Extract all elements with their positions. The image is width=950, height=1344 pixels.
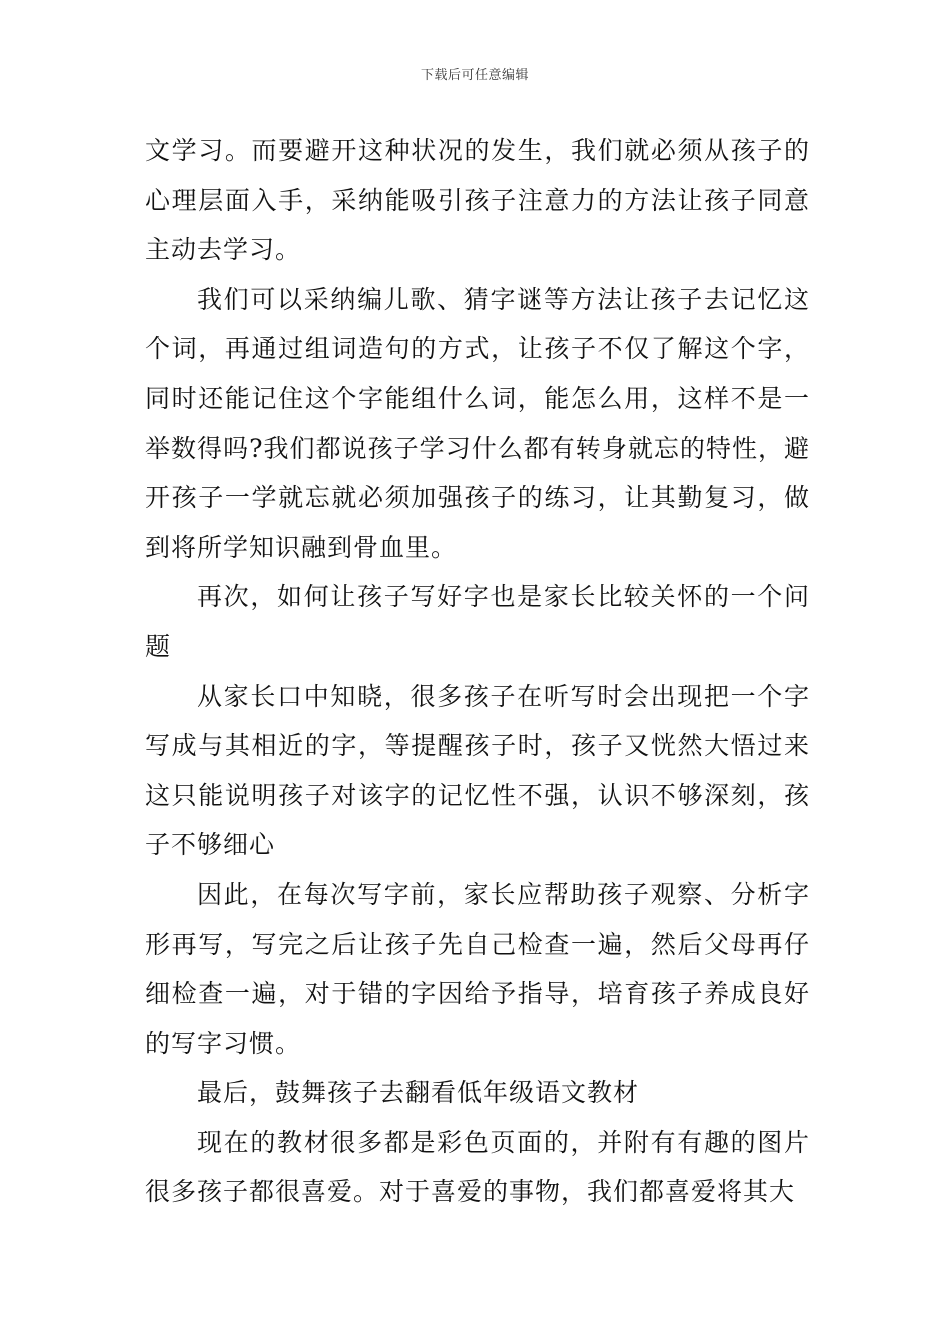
paragraph-3: 再次，如何让孩子写好字也是家长比较关怀的一个问题 [145, 582, 810, 661]
paragraph-5: 因此，在每次写字前，家长应帮助孩子观察、分析字形再写，写完之后让孩子先自己检查一遍，然后父母再仔细检查一遍，对于错的字因给予指导，培育孩子养成良好的写字习惯。 [145, 879, 810, 1058]
paragraph-4: 从家长口中知晓，很多孩子在听写时会出现把一个字写成与其相近的字，等提醒孩子时，孩子又恍然大悟过来这只能说明孩子对该字的记忆性不强，认识不够深刻，孩子不够细心 [145, 681, 810, 860]
paragraph-6: 最后，鼓舞孩子去翻看低年级语文教材 [197, 1078, 640, 1108]
paragraph-1: 文学习。而要避开这种状况的发生，我们就必须从孩子的心理层面入手，采纳能吸引孩子注意力的方法让孩子同意主动去学习。 [145, 136, 810, 265]
document-body [145, 126, 810, 1217]
paragraph-7: 现在的教材很多都是彩色页面的，并附有有趣的图片很多孩子都很喜爱。对于喜爱的事物，我们都喜爱将其大 [145, 1127, 810, 1207]
page-header: 下载后可任意编辑 [420, 68, 529, 83]
paragraph-2: 我们可以采纳编儿歌、猜字谜等方法让孩子去记忆这个词，再通过组词造句的方式，让孩子不仅了解这个字，同时还能记住这个字能组什么词，能怎么用，这样不是一举数得吗?我们都说孩子学习什么都有转身就忘的特性，避开孩子一学就忘就必须加强孩子的练习，让其勤复习，做到将所学知识融到骨血里。 [145, 284, 810, 562]
